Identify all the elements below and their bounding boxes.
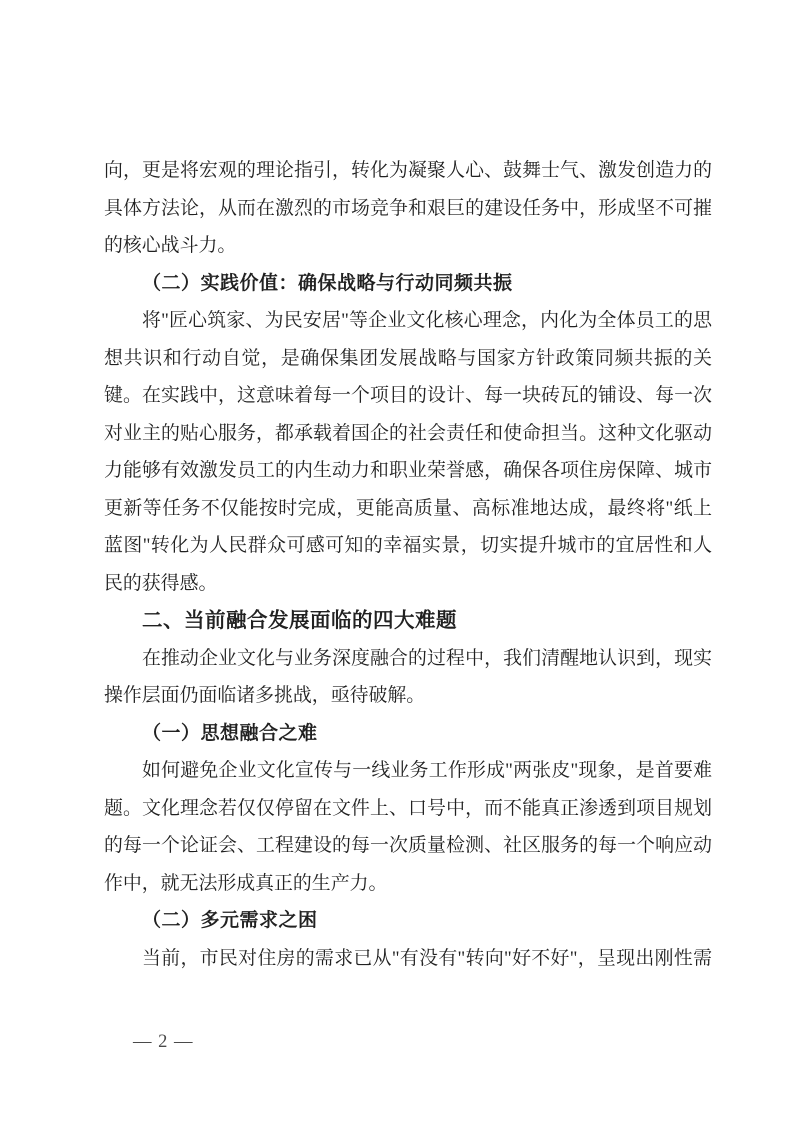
paragraph-line: 力能够有效激发员工的内生动力和职业荣誉感，确保各项住房保障、城市 — [104, 460, 712, 481]
paragraph-line: 向，更是将宏观的理论指引，转化为凝聚人心、鼓舞士气、激发创造力的 — [104, 160, 712, 181]
sub-heading: （一）思想融合之难 — [142, 722, 318, 744]
paragraph-line: 的每一个论证会、工程建设的每一次质量检测、社区服务的每一个响应动 — [104, 835, 712, 856]
paragraph-line: 在推动企业文化与业务深度融合的过程中，我们清醒地认识到，现实 — [142, 647, 712, 669]
paragraph-line: 对业主的贴心服务，都承载着国企的社会责任和使命担当。这种文化驱动 — [104, 422, 712, 444]
section-heading: 二、当前融合发展面临的四大难题 — [142, 609, 457, 632]
paragraph-line: 作中，就无法形成真正的生产力。 — [104, 872, 388, 894]
paragraph-line: 民的获得感。 — [104, 572, 218, 594]
paragraph-line: 将"匠心筑家、为民安居"等企业文化核心理念，内化为全体员工的思 — [142, 310, 712, 331]
paragraph-line: 题。文化理念若仅仅停留在文件上、口号中，而不能真正渗透到项目规划 — [104, 797, 712, 819]
page-number: — 2 — — [133, 1032, 194, 1052]
paragraph-line: 具体方法论，从而在激烈的市场竞争和艰巨的建设任务中，形成坚不可摧 — [104, 197, 712, 219]
sub-heading: （二）多元需求之困 — [142, 910, 318, 931]
paragraph-line: 更新等任务不仅能按时完成，更能高质量、高标准地达成，最终将"纸上 — [104, 497, 712, 519]
paragraph-line: 想共识和行动自觉，是确保集团发展战略与国家方针政策同频共振的关 — [104, 347, 712, 369]
sub-heading: （二）实践价值：确保战略与行动同频共振 — [142, 272, 513, 294]
paragraph-line: 如何避免企业文化宣传与一线业务工作形成"两张皮"现象，是首要难 — [142, 760, 712, 781]
paragraph-line: 的核心战斗力。 — [104, 235, 237, 256]
paragraph-line: 当前，市民对住房的需求已从"有没有"转向"好不好"，呈现出刚性需 — [142, 947, 712, 969]
paragraph-line: 操作层面仍面临诸多挑战，亟待破解。 — [104, 685, 426, 706]
paragraph-line: 蓝图"转化为人民群众可感可知的幸福实景，切实提升城市的宜居性和人 — [104, 535, 712, 556]
document-body — [104, 152, 712, 977]
paragraph-line: 键。在实践中，这意味着每一个项目的设计、每一块砖瓦的铺设、每一次 — [104, 385, 712, 406]
